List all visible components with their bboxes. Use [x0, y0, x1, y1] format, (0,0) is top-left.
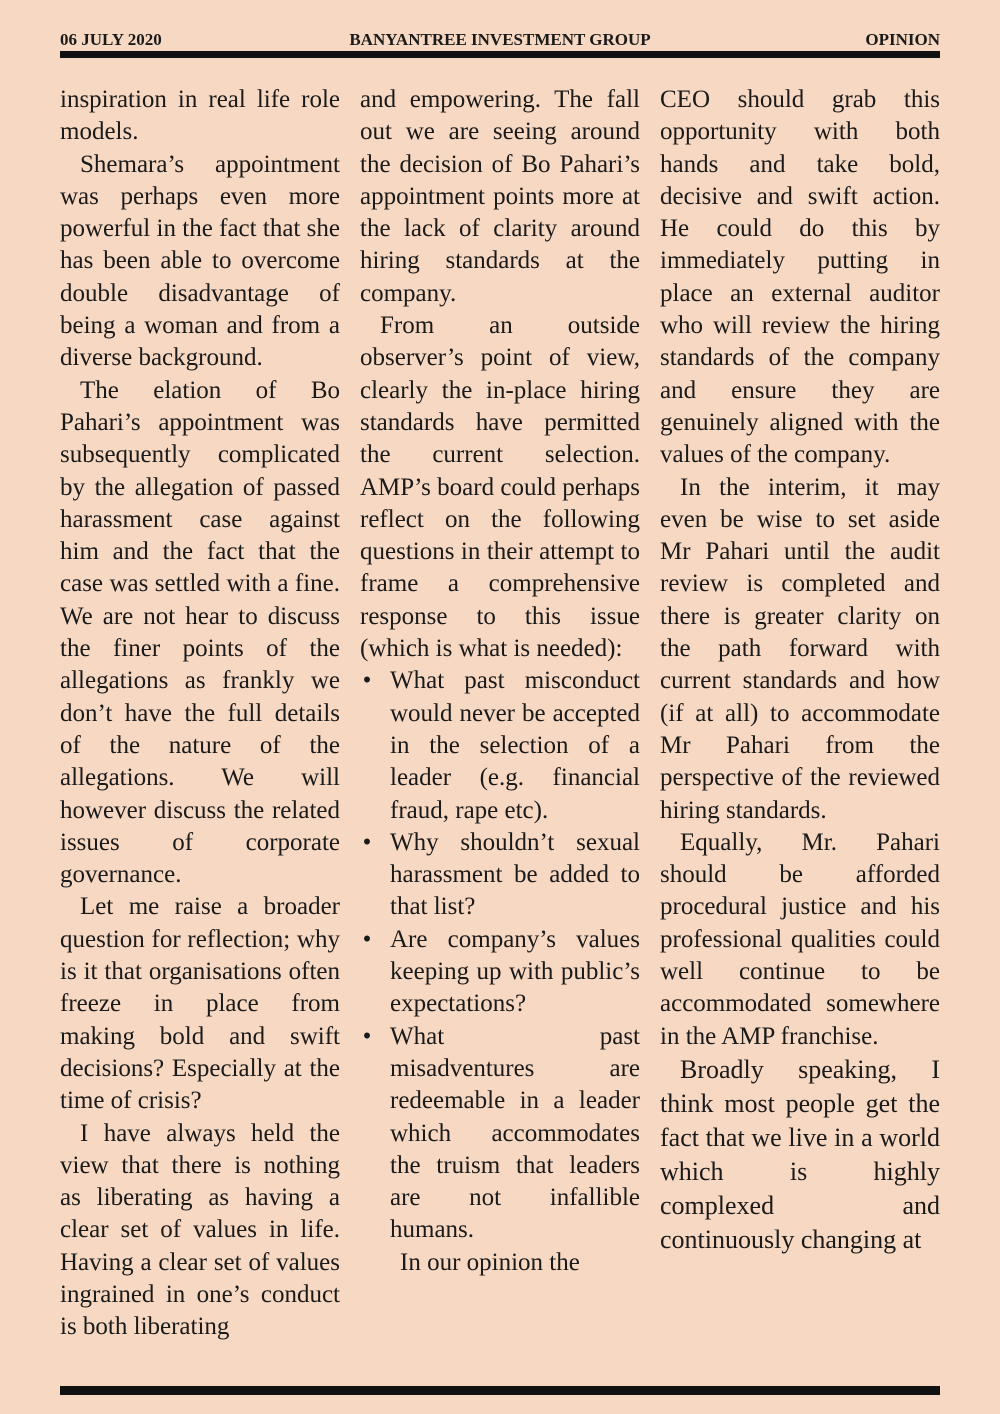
- footer-rule: [60, 1386, 940, 1395]
- list-item: [360, 827, 640, 924]
- list-item-text: Why shouldn’t sexual harassment be added to that list?: [390, 828, 640, 921]
- paragraph: Shemara’s appointment was perhaps even more powerful in the fact that she has been able to overcome double disadvantage of being a woman and from a diverse background.: [60, 150, 340, 372]
- paragraph: From an outside observer’s point of view, clearly the in-place hiring standards have permitted the current selection. AMP’s board could perhaps reflect on the following questions in their attempt to frame a comprehensive response to this issue (which is what is needed):: [360, 312, 640, 663]
- bullet-icon: •: [362, 828, 372, 856]
- paragraph: CEO should grab this opportunity with both hands and take bold, decisive and swift action. He could do this by immediately putting in place an external auditor who will review the hiring standards of the company and ensure they are genuinely aligned with the values of the company.: [660, 86, 940, 469]
- paragraph: In our opinion the: [400, 1248, 580, 1276]
- bullet-icon: •: [362, 925, 372, 953]
- list-item: [360, 1021, 640, 1247]
- bullet-icon: •: [362, 1022, 372, 1050]
- article-column-1: [60, 84, 340, 1344]
- publication-name: BANYANTREE INVESTMENT GROUP: [349, 30, 651, 49]
- paragraph: inspiration in real life role models.: [60, 86, 340, 146]
- list-item-text: What past misadventures are redeemable in a leader which accommodates the truism that leaders are not infallible humans.: [390, 1022, 640, 1244]
- section-label: OPINION: [865, 30, 940, 49]
- list-item: [360, 665, 640, 826]
- paragraph: Let me raise a broader question for reflection; why is it that organisations often freeze in place from making bold and swift decisions? Especially at the time of crisis?: [60, 893, 340, 1115]
- question-list: [360, 665, 640, 1246]
- article-column-3: [660, 84, 940, 1257]
- article-column-2: [360, 84, 640, 1279]
- paragraph: I have always held the view that there is nothing as liberating as having a clear set of values in life. Having a clear set of values ingrained in one’s conduct is both liberating: [60, 1119, 340, 1341]
- list-item: [360, 924, 640, 1021]
- paragraph: and empowering. The fall out we are seeing around the decision of Bo Pahari’s appointment points more at the lack of clarity around hiring standards at the company.: [360, 86, 640, 307]
- paragraph: Broadly speaking, I think most people get the fact that we live in a world which is highly complexed and continuously changing at: [660, 1054, 940, 1254]
- paragraph: The elation of Bo Pahari’s appointment was subsequently complicated by the allegation of passed harassment case against him and the fact that the case was settled with a fine. We are not hear to discuss the finer points of the allegations as frankly we don’t have the full details of the nature of the allegations. We will however discuss the related issues of corporate governance.: [60, 376, 340, 889]
- page-header: [60, 28, 940, 52]
- list-item-text: Are company’s values keeping up with public’s expectations?: [390, 925, 640, 1018]
- list-item-text: What past misconduct would never be accepted in the selection of a leader (e.g. financial fraud, rape etc).: [390, 667, 640, 824]
- paragraph: In the interim, it may even be wise to set aside Mr Pahari until the audit review is completed and there is greater clarity on the path forward with current standards and how (if at all) to accommodate Mr Pahari from the perspective of the reviewed hiring standards.: [660, 473, 940, 824]
- issue-date: 06 JULY 2020: [60, 30, 162, 49]
- paragraph: Equally, Mr. Pahari should be afforded procedural justice and his professional qualities could well continue to be accommodated somewhere in the AMP franchise.: [660, 828, 940, 1050]
- header-rule: [60, 51, 940, 58]
- bullet-icon: •: [362, 667, 372, 695]
